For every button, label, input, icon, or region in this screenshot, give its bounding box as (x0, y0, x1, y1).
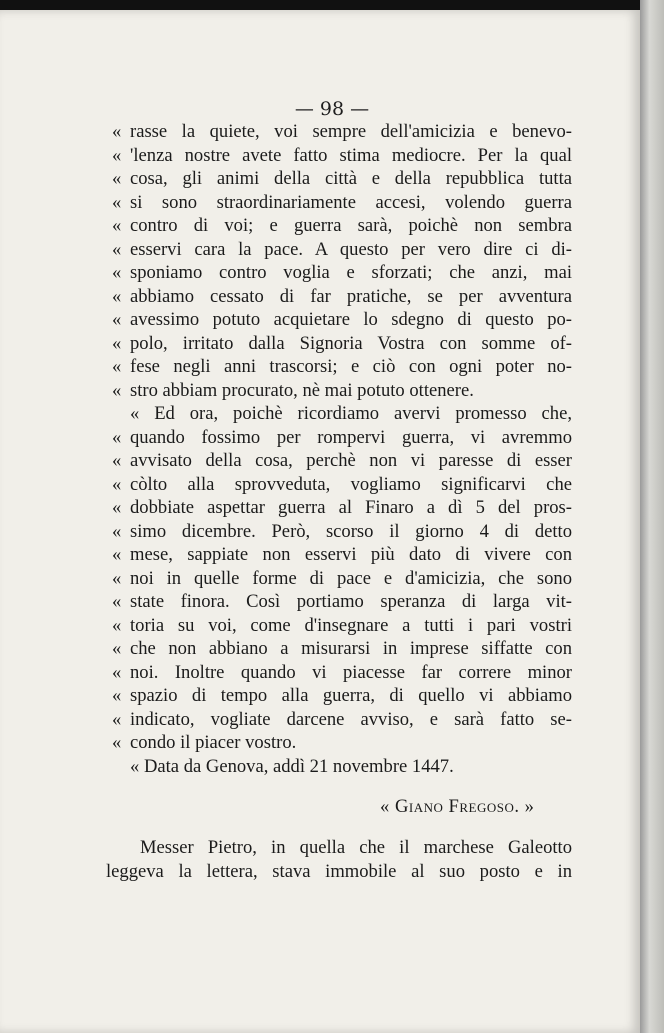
letter-line: « simo dicembre. Però, scorso il giorno 4 di detto (112, 520, 572, 542)
narrative-line: Messer Pietro, in quella che il marchese Galeotto (140, 837, 572, 858)
letter-line: « noi. Inoltre quando vi piacesse far correre minor (112, 661, 572, 683)
letter-line: « còlto alla sprovveduta, vogliamo significarvi che (112, 473, 572, 495)
letter-line: « esservi cara la pace. A questo per vero dire ci di- (112, 238, 572, 260)
letter-line: « polo, irritato dalla Signoria Vostra con somme of- (112, 332, 572, 354)
letter-line: « condo il piacer vostro. (112, 732, 297, 753)
narrative-text (106, 836, 572, 883)
letter-line: « avvisato della cosa, perchè non vi paresse di esser (112, 450, 572, 471)
letter-line: « abbiamo cessato di far pratiche, se per avventura (112, 285, 572, 307)
letter-line: « mese, sappiate non esservi più dato di vivere con (112, 544, 572, 565)
letter-line: « si sono straordinariamente accesi, volendo guerra (112, 191, 572, 213)
letter-line: « 'lenza nostre avete fatto stima mediocre. Per la qual (112, 144, 572, 166)
letter-line: « noi in quelle forme di pace e d'amicizia, che sono (112, 567, 572, 589)
letter-line: « state finora. Così portiamo speranza di larga vit- (112, 591, 572, 612)
letter-line: « fese negli anni trascorsi; e ciò con ogni poter no- (112, 356, 572, 377)
letter-line: « contro di voi; e guerra sarà, poichè non sembra (112, 215, 572, 236)
scan-top-border (0, 0, 664, 10)
letter-line: « cosa, gli animi della città e della repubblica tutta (112, 168, 572, 189)
letter-text (112, 120, 572, 778)
letter-line: « toria su voi, come d'insegnare a tutti i pari vostri (112, 614, 572, 636)
letter-line: « sponiamo contro voglia e sforzati; che anzi, mai (112, 262, 572, 283)
letter-line: « dobbiate aspettar guerra al Finaro a dì 5 del pros- (112, 497, 572, 518)
letter-date-line: « Data da Genova, addì 21 novembre 1447. (130, 755, 454, 777)
letter-line: « Ed ora, poichè ricordiamo avervi promesso che, (130, 403, 572, 424)
page-edge-shadow (640, 0, 664, 1033)
letter-signature: « Giano Fregoso. » (380, 796, 535, 817)
letter-line: « indicato, vogliate darcene avviso, e sarà fatto se- (112, 708, 572, 730)
letter-line: « quando fossimo per rompervi guerra, vi avremmo (112, 426, 572, 448)
letter-line: « avessimo potuto acquietare lo sdegno di questo po- (112, 309, 572, 330)
narrative-line: leggeva la lettera, stava immobile al suo posto e in (106, 860, 572, 882)
letter-line: « stro abbiam procurato, nè mai potuto ottenere. (112, 379, 474, 401)
letter-line: « rasse la quiete, voi sempre dell'amicizia e benevo- (112, 121, 572, 142)
letter-line: « che non abbiano a misurarsi in imprese siffatte con (112, 638, 572, 659)
letter-line: « spazio di tempo alla guerra, di quello vi abbiamo (112, 685, 572, 706)
page-number: — 98 — (294, 98, 370, 120)
